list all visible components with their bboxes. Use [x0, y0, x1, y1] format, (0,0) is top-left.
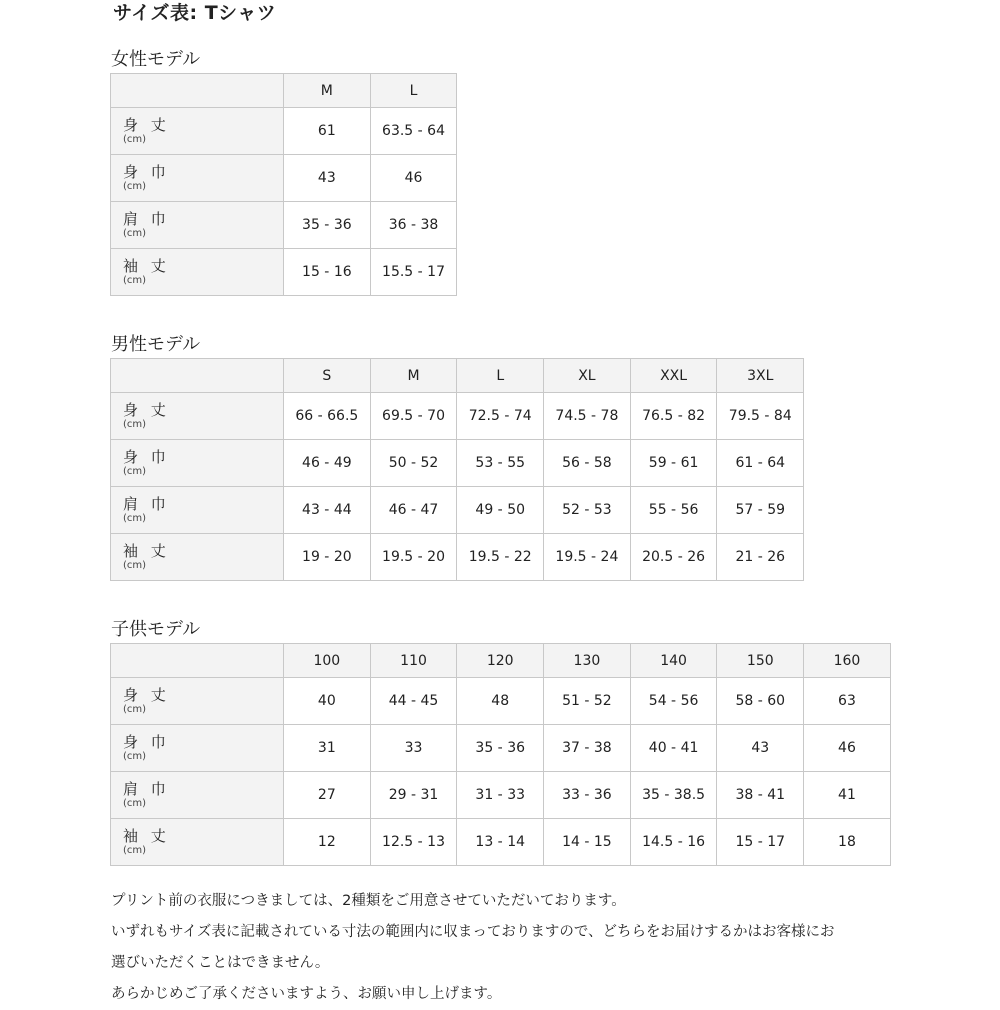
notes: [111, 886, 901, 1010]
measurement-label: 身 丈: [123, 685, 170, 704]
row-label-cell: [111, 108, 284, 155]
size-header-cell: 150: [717, 644, 804, 678]
header-corner-cell: [111, 74, 284, 108]
value-cell: 20.5 - 26: [630, 534, 717, 581]
size-table-kids: [110, 643, 891, 866]
measurement-label: 袖 丈: [123, 256, 170, 275]
value-cell: 53 - 55: [457, 440, 544, 487]
value-cell: 72.5 - 74: [457, 393, 544, 440]
row-label-cell: [111, 440, 284, 487]
measurement-label: 身 丈: [123, 400, 170, 419]
value-cell: 46 - 49: [284, 440, 371, 487]
measurement-label: 身 丈: [123, 115, 170, 134]
value-cell: 43: [284, 155, 371, 202]
value-cell: 43 - 44: [284, 487, 371, 534]
value-cell: 57 - 59: [717, 487, 804, 534]
note-line: いずれもサイズ表に記載されている寸法の範囲内に収まっておりますので、どちらをお届けするかはお客様にお: [111, 924, 835, 940]
value-cell: 46: [370, 155, 457, 202]
row-label-cell: [111, 819, 284, 866]
value-cell: 13 - 14: [457, 819, 544, 866]
table-row: [111, 393, 804, 440]
size-header-cell: L: [370, 74, 457, 108]
value-cell: 12.5 - 13: [370, 819, 457, 866]
row-label-cell: [111, 393, 284, 440]
size-header-cell: M: [284, 74, 371, 108]
value-cell: 49 - 50: [457, 487, 544, 534]
size-header-cell: 120: [457, 644, 544, 678]
value-cell: 14.5 - 16: [630, 819, 717, 866]
size-header-cell: L: [457, 359, 544, 393]
table-row: [111, 678, 891, 725]
value-cell: 33 - 36: [544, 772, 631, 819]
value-cell: 19.5 - 24: [544, 534, 631, 581]
note-line: あらかじめご了承くださいますよう、お願い申し上げます。: [111, 986, 502, 1002]
value-cell: 48: [457, 678, 544, 725]
note-line: 選びいただくことはできません。: [111, 955, 330, 971]
value-cell: 44 - 45: [370, 678, 457, 725]
value-cell: 50 - 52: [370, 440, 457, 487]
size-header-cell: XL: [544, 359, 631, 393]
value-cell: 54 - 56: [630, 678, 717, 725]
value-cell: 21 - 26: [717, 534, 804, 581]
measurement-label: 身 巾: [123, 162, 170, 181]
measurement-label: 肩 巾: [123, 779, 170, 798]
size-header-row: [111, 644, 891, 678]
value-cell: 37 - 38: [544, 725, 631, 772]
note-line: プリント前の衣服につきましては、2種類をご用意させていただいております。: [111, 893, 626, 909]
value-cell: 29 - 31: [370, 772, 457, 819]
value-cell: 15.5 - 17: [370, 249, 457, 296]
row-label-cell: [111, 249, 284, 296]
value-cell: 61: [284, 108, 371, 155]
size-header-row: [111, 74, 457, 108]
value-cell: 18: [804, 819, 891, 866]
value-cell: 40: [284, 678, 371, 725]
size-header-row: [111, 359, 804, 393]
size-table-men: [110, 358, 804, 581]
measurement-unit: (cm): [123, 560, 147, 572]
section-title-women: 女性モデル: [111, 49, 201, 70]
row-label-cell: [111, 534, 284, 581]
measurement-unit: (cm): [123, 704, 147, 716]
value-cell: 63.5 - 64: [370, 108, 457, 155]
table-row: [111, 819, 891, 866]
value-cell: 36 - 38: [370, 202, 457, 249]
value-cell: 55 - 56: [630, 487, 717, 534]
value-cell: 76.5 - 82: [630, 393, 717, 440]
measurement-label: 肩 巾: [123, 209, 170, 228]
row-label-cell: [111, 772, 284, 819]
value-cell: 19 - 20: [284, 534, 371, 581]
measurement-label: 袖 丈: [123, 826, 170, 845]
value-cell: 61 - 64: [717, 440, 804, 487]
row-label-cell: [111, 725, 284, 772]
row-label-cell: [111, 202, 284, 249]
measurement-unit: (cm): [123, 228, 147, 240]
value-cell: 40 - 41: [630, 725, 717, 772]
value-cell: 52 - 53: [544, 487, 631, 534]
measurement-unit: (cm): [123, 845, 147, 857]
value-cell: 19.5 - 20: [370, 534, 457, 581]
value-cell: 46 - 47: [370, 487, 457, 534]
value-cell: 56 - 58: [544, 440, 631, 487]
value-cell: 12: [284, 819, 371, 866]
value-cell: 51 - 52: [544, 678, 631, 725]
table-row: [111, 202, 457, 249]
value-cell: 14 - 15: [544, 819, 631, 866]
value-cell: 79.5 - 84: [717, 393, 804, 440]
measurement-unit: (cm): [123, 513, 147, 525]
value-cell: 31 - 33: [457, 772, 544, 819]
value-cell: 59 - 61: [630, 440, 717, 487]
measurement-unit: (cm): [123, 181, 147, 193]
page-title: サイズ表: Tシャツ: [113, 2, 277, 24]
header-corner-cell: [111, 644, 284, 678]
row-label-cell: [111, 155, 284, 202]
size-header-cell: 3XL: [717, 359, 804, 393]
header-corner-cell: [111, 359, 284, 393]
size-header-cell: XXL: [630, 359, 717, 393]
table-row: [111, 108, 457, 155]
value-cell: 15 - 16: [284, 249, 371, 296]
table-row: [111, 772, 891, 819]
table-row: [111, 487, 804, 534]
measurement-unit: (cm): [123, 798, 147, 810]
measurement-unit: (cm): [123, 466, 147, 478]
size-header-cell: 130: [544, 644, 631, 678]
measurement-label: 肩 巾: [123, 494, 170, 513]
value-cell: 31: [284, 725, 371, 772]
size-table-women: [110, 73, 457, 296]
value-cell: 35 - 38.5: [630, 772, 717, 819]
value-cell: 66 - 66.5: [284, 393, 371, 440]
table-row: [111, 534, 804, 581]
value-cell: 35 - 36: [284, 202, 371, 249]
table-row: [111, 155, 457, 202]
row-label-cell: [111, 678, 284, 725]
measurement-unit: (cm): [123, 275, 147, 287]
value-cell: 33: [370, 725, 457, 772]
value-cell: 27: [284, 772, 371, 819]
measurement-unit: (cm): [123, 419, 147, 431]
row-label-cell: [111, 487, 284, 534]
value-cell: 58 - 60: [717, 678, 804, 725]
table-row: [111, 249, 457, 296]
value-cell: 46: [804, 725, 891, 772]
table-row: [111, 725, 891, 772]
size-header-cell: 140: [630, 644, 717, 678]
value-cell: 41: [804, 772, 891, 819]
value-cell: 63: [804, 678, 891, 725]
size-header-cell: 100: [284, 644, 371, 678]
value-cell: 43: [717, 725, 804, 772]
section-title-men: 男性モデル: [111, 334, 201, 355]
measurement-unit: (cm): [123, 751, 147, 763]
value-cell: 19.5 - 22: [457, 534, 544, 581]
size-header-cell: M: [370, 359, 457, 393]
measurement-label: 身 巾: [123, 447, 170, 466]
size-header-cell: 160: [804, 644, 891, 678]
value-cell: 35 - 36: [457, 725, 544, 772]
size-header-cell: 110: [370, 644, 457, 678]
measurement-label: 身 巾: [123, 732, 170, 751]
size-header-cell: S: [284, 359, 371, 393]
value-cell: 74.5 - 78: [544, 393, 631, 440]
value-cell: 69.5 - 70: [370, 393, 457, 440]
value-cell: 15 - 17: [717, 819, 804, 866]
value-cell: 38 - 41: [717, 772, 804, 819]
table-row: [111, 440, 804, 487]
section-title-kids: 子供モデル: [111, 619, 201, 640]
measurement-unit: (cm): [123, 134, 147, 146]
measurement-label: 袖 丈: [123, 541, 170, 560]
